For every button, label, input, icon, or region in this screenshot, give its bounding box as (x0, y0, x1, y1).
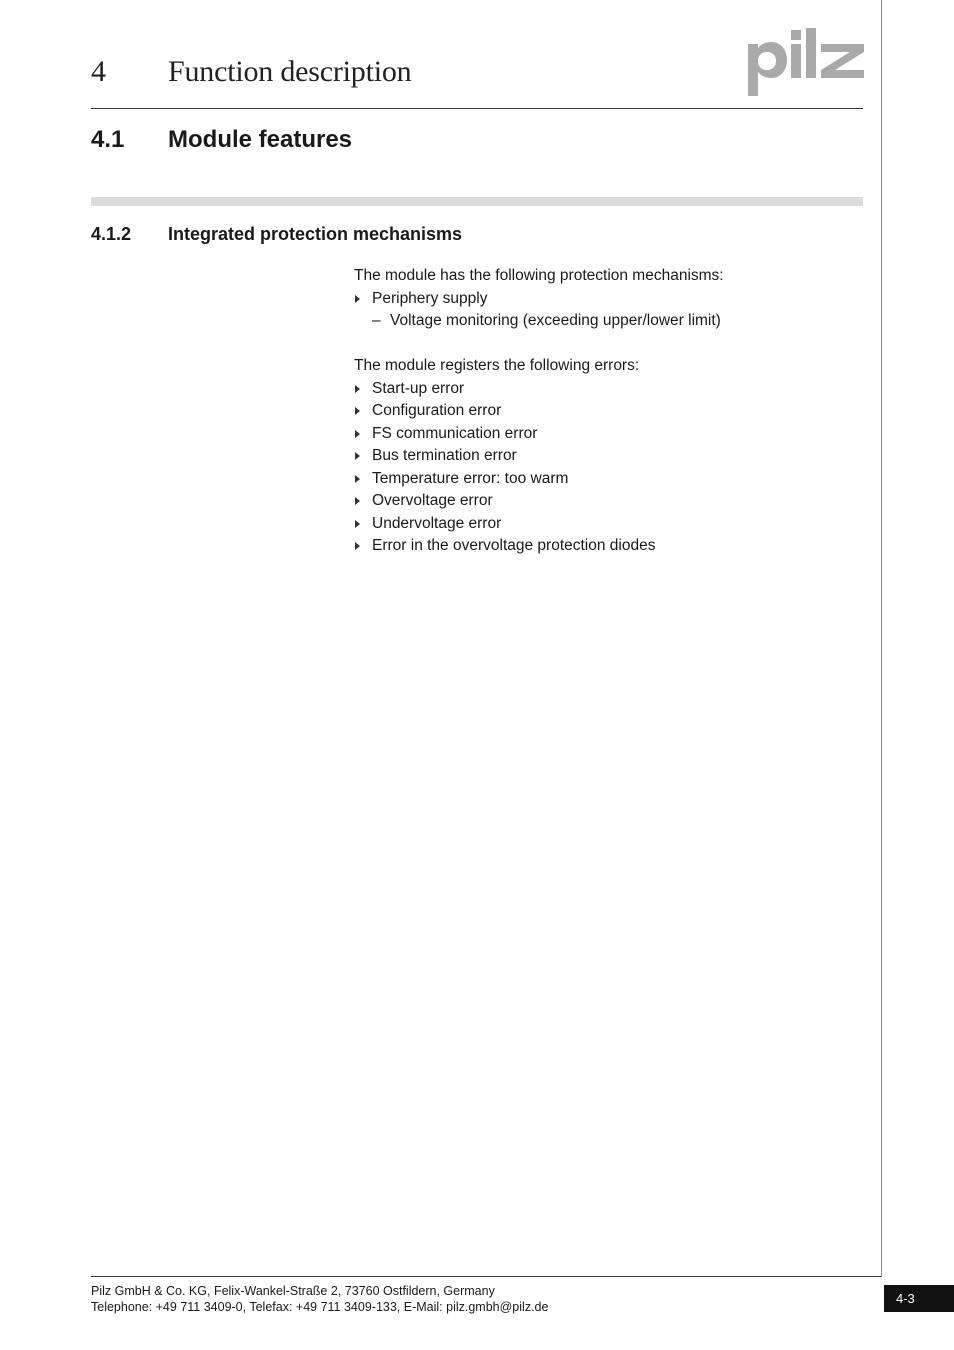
footer-contact: Telephone: +49 711 3409-0, Telefax: +49 711 3409-133, E-Mail: pilz.gmbh@pilz.de (91, 1300, 549, 1314)
list-item-label: Overvoltage error (372, 492, 493, 509)
list-item (354, 423, 864, 446)
list-item (354, 513, 864, 536)
triangle-bullet-icon (355, 295, 360, 303)
body-content (354, 265, 864, 558)
mechanisms-list (354, 288, 864, 333)
page-number: 4-3 (896, 1291, 915, 1306)
subsection-title: Integrated protection mechanisms (168, 224, 463, 244)
triangle-bullet-icon (355, 407, 360, 415)
sub-list-item-label: Voltage monitoring (exceeding upper/lower limit) (390, 312, 721, 329)
sub-list-item (354, 310, 864, 333)
triangle-bullet-icon (355, 497, 360, 505)
header-rule (91, 108, 863, 109)
list-item-label: Configuration error (372, 402, 502, 419)
dash-bullet-icon: – (372, 312, 381, 329)
footer-rule (91, 1276, 881, 1277)
errors-list (354, 378, 864, 558)
page-number-box (884, 1285, 954, 1312)
list-item (354, 468, 864, 491)
pilz-logo (748, 24, 866, 96)
triangle-bullet-icon (355, 475, 360, 483)
triangle-bullet-icon (355, 385, 360, 393)
section-divider-bar (91, 197, 863, 206)
errors-intro: The module registers the following errors: (354, 357, 640, 374)
subsection-number: 4.1.2 (91, 224, 132, 244)
list-item (354, 400, 864, 423)
list-item-label: Temperature error: too warm (372, 469, 569, 487)
section-title: Module features (168, 126, 353, 153)
list-item (354, 378, 864, 401)
chapter-number: 4 (91, 55, 106, 88)
triangle-bullet-icon (355, 542, 360, 550)
chapter-title: Function description (168, 55, 412, 88)
list-item (354, 490, 864, 513)
list-item (354, 445, 864, 468)
list-item-label: FS communication error (372, 424, 538, 442)
list-item (354, 288, 864, 311)
mechanisms-intro: The module has the following protection mechanisms: (354, 267, 724, 284)
list-item (354, 535, 864, 558)
list-item-label: Start-up error (372, 379, 465, 397)
triangle-bullet-icon (355, 520, 360, 528)
triangle-bullet-icon (355, 430, 360, 438)
right-margin-line (881, 0, 882, 1277)
triangle-bullet-icon (355, 452, 360, 460)
list-item-label: Periphery supply (372, 289, 488, 307)
footer-address: Pilz GmbH & Co. KG, Felix-Wankel-Straße 2, 73760 Ostfildern, Germany (91, 1284, 495, 1298)
section-number: 4.1 (91, 126, 125, 153)
list-item-label: Bus termination error (372, 447, 517, 464)
list-item-label: Undervoltage error (372, 514, 502, 532)
list-item-label: Error in the overvoltage protection diodes (372, 537, 656, 554)
